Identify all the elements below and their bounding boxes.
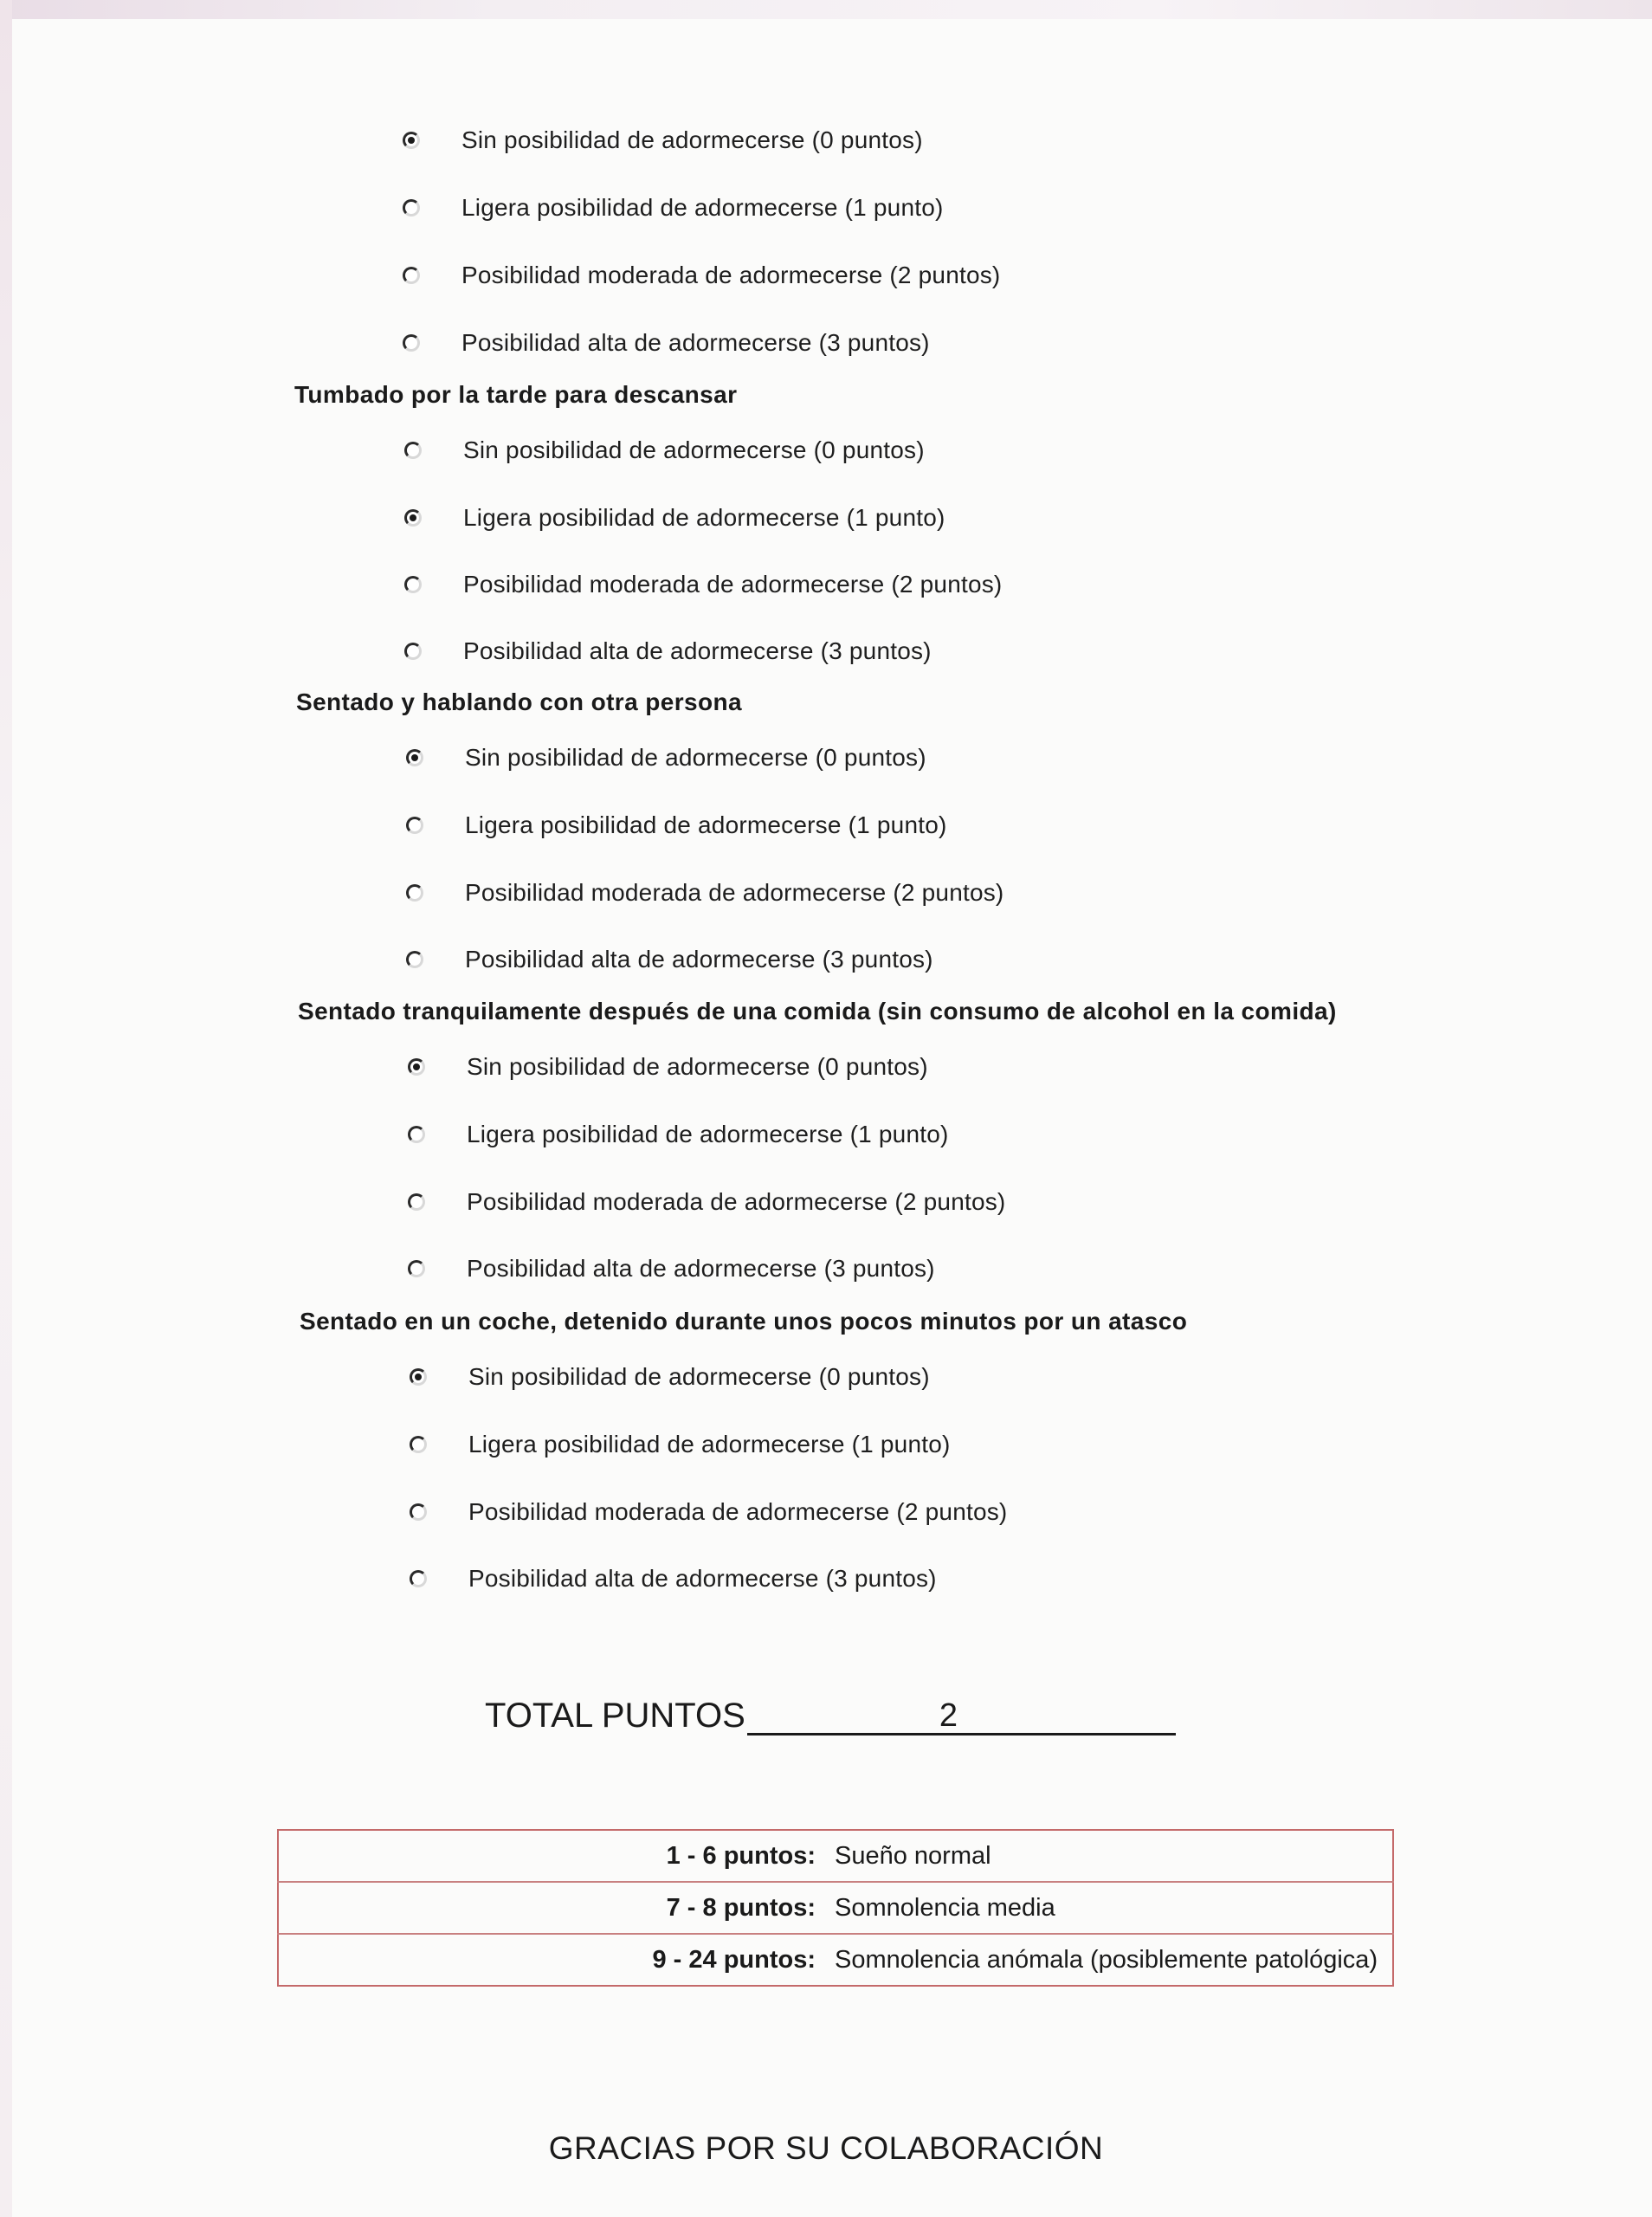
option-g1-0[interactable] [404,433,925,468]
total-value: 2 [939,1697,958,1734]
group-title: Tumbado por la tarde para descansar [294,381,738,408]
option-g3-2[interactable] [408,1185,1005,1219]
radio-button[interactable] [403,199,420,217]
radio-button[interactable] [404,509,422,527]
option-label: Ligera posibilidad de adormecerse (1 punto) [465,811,947,838]
option-g1-3[interactable] [404,634,932,669]
option-g4-3[interactable] [410,1561,937,1596]
option-label: Sin posibilidad de adormecerse (0 puntos) [468,1363,930,1390]
option-label: Posibilidad alta de adormecerse (3 puntos) [468,1565,937,1592]
option-label: Posibilidad moderada de adormecerse (2 puntos) [468,1498,1008,1525]
option-label: Posibilidad moderada de adormecerse (2 puntos) [463,571,1003,598]
score-range: 7 - 8 puntos: [278,1882,835,1934]
option-g3-3[interactable] [408,1251,935,1286]
radio-button[interactable] [410,1368,427,1386]
group-title: Sentado en un coche, detenido durante unos pocos minutos por un atasco [300,1308,1188,1335]
table-row [278,1934,1393,1986]
radio-button[interactable] [410,1503,427,1521]
radio-button[interactable] [403,334,420,352]
option-label: Sin posibilidad de adormecerse (0 puntos) [461,126,923,153]
scan-left-edge [0,0,12,2217]
score-description: Somnolencia anómala (posiblemente patológica) [835,1934,1393,1986]
option-label: Posibilidad moderada de adormecerse (2 puntos) [467,1188,1006,1215]
radio-button[interactable] [406,817,423,834]
option-label: Posibilidad alta de adormecerse (3 puntos) [461,329,930,356]
score-table [277,1829,1394,1987]
option-g4-1[interactable] [410,1427,951,1462]
option-label: Ligera posibilidad de adormecerse (1 punto) [463,504,945,531]
option-g0-3[interactable] [403,326,930,360]
radio-button[interactable] [404,576,422,593]
radio-button[interactable] [408,1126,425,1143]
total-points [485,1693,1176,1735]
option-g2-2[interactable] [406,876,1003,910]
radio-button[interactable] [408,1058,425,1076]
option-g0-1[interactable] [403,191,944,225]
scan-top-edge [0,0,1652,19]
option-g1-2[interactable] [404,567,1002,602]
option-g2-1[interactable] [406,808,947,843]
score-range: 1 - 6 puntos: [666,1841,816,1870]
radio-button[interactable] [406,951,423,968]
option-g4-0[interactable] [410,1360,930,1394]
option-g0-2[interactable] [403,258,1000,293]
option-label: Sin posibilidad de adormecerse (0 puntos) [467,1053,928,1080]
total-field[interactable] [747,1693,1176,1735]
radio-button[interactable] [408,1193,425,1211]
table-row [278,1830,1393,1882]
score-description: Somnolencia media [835,1882,1393,1934]
radio-button[interactable] [408,1260,425,1277]
option-g2-3[interactable] [406,942,933,977]
option-label: Ligera posibilidad de adormecerse (1 punto) [461,194,944,221]
radio-button[interactable] [403,267,420,284]
option-g0-0[interactable] [403,123,923,158]
group-title: Sentado tranquilamente después de una comida (sin consumo de alcohol en la comida) [298,998,1337,1024]
radio-button[interactable] [406,884,423,902]
radio-button[interactable] [404,643,422,660]
option-g2-0[interactable] [406,740,926,775]
option-g3-0[interactable] [408,1050,928,1084]
option-g3-1[interactable] [408,1117,949,1152]
group-title: Sentado y hablando con otra persona [296,688,742,715]
option-label: Posibilidad alta de adormecerse (3 puntos) [463,637,932,664]
thanks-message: GRACIAS POR SU COLABORACIÓN [548,2130,1104,2166]
radio-button[interactable] [403,132,420,149]
option-label: Posibilidad moderada de adormecerse (2 puntos) [465,879,1004,906]
radio-button[interactable] [404,442,422,459]
option-label: Sin posibilidad de adormecerse (0 puntos) [463,436,925,463]
option-g4-2[interactable] [410,1495,1007,1529]
radio-button[interactable] [410,1570,427,1587]
score-range: 9 - 24 puntos: [278,1934,835,1986]
table-row [278,1882,1393,1934]
option-label: Sin posibilidad de adormecerse (0 puntos) [465,744,926,771]
score-description: Sueño normal [835,1841,991,1870]
option-label: Posibilidad alta de adormecerse (3 puntos) [467,1255,935,1282]
option-g1-1[interactable] [404,501,945,535]
option-label: Posibilidad alta de adormecerse (3 puntos) [465,946,933,973]
option-label: Posibilidad moderada de adormecerse (2 puntos) [461,262,1001,288]
option-label: Ligera posibilidad de adormecerse (1 punto) [467,1121,949,1147]
radio-button[interactable] [410,1436,427,1453]
option-label: Ligera posibilidad de adormecerse (1 punto) [468,1431,951,1458]
radio-button[interactable] [406,749,423,766]
total-label: TOTAL PUNTOS [485,1697,745,1735]
